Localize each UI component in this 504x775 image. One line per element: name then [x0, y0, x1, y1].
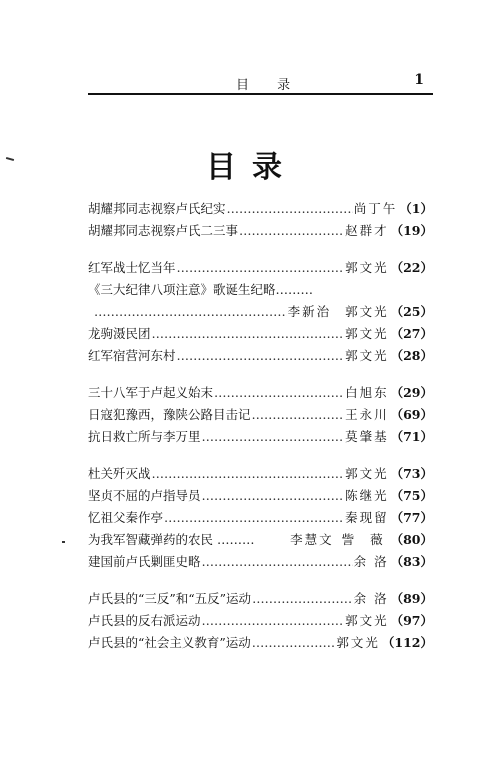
toc-entry — [88, 198, 433, 220]
toc-entry-title: 建国前卢氏剿匪史略 — [88, 554, 201, 569]
header-rule — [88, 93, 433, 95]
toc-entry-author: 莫肇基 — [345, 429, 389, 444]
toc-entry-title: 红军战士忆当年 — [88, 260, 176, 275]
toc-entry-title: 胡耀邦同志视察卢氏二三事 — [88, 223, 239, 238]
scan-artifact-margin — [62, 541, 65, 543]
toc-entry-author: 白旭东 — [345, 385, 389, 400]
toc-entry-page: （1） — [399, 201, 433, 216]
running-head — [88, 72, 428, 94]
leader-dots — [252, 588, 353, 610]
toc-entry-title: 为我军智藏弹药的农民 ……… — [88, 532, 255, 547]
toc-entry-author: 郭文光 — [345, 613, 389, 628]
toc-entry-author: 尚丁午 — [353, 201, 398, 216]
toc-entry-title: 卢氏县的反右派运动 — [88, 613, 201, 628]
toc-entry-author: 郭文光 — [345, 260, 389, 275]
toc-entry-author: 王永川 — [345, 407, 389, 422]
leader-dots — [152, 323, 345, 345]
leader-dots — [177, 345, 345, 367]
toc-entry-page: （28） — [390, 348, 433, 363]
toc-entry-page: （22） — [390, 260, 433, 275]
leader-dots — [202, 610, 345, 632]
toc-entry-page: （89） — [390, 591, 433, 606]
toc-entry-page: （83） — [390, 554, 433, 569]
toc-entry-author: 郭文光 — [345, 348, 389, 363]
toc-entry — [88, 551, 433, 573]
toc-entry-author: 李慧文 — [290, 532, 334, 547]
toc-entry — [88, 507, 433, 529]
toc-entry-continuation — [88, 301, 433, 323]
toc-entry-title: 红军宿营河东村 — [88, 348, 176, 363]
toc-entry-title: 卢氏县的“社会主义教育”运动 — [88, 635, 251, 650]
toc-entry-page: （71） — [390, 429, 433, 444]
toc-entry — [88, 632, 433, 654]
leader-dots — [202, 551, 353, 573]
toc-entry-page: （80） — [390, 532, 433, 547]
page-title: 目录 — [206, 150, 298, 185]
toc-entry-page: （27） — [390, 326, 433, 341]
toc-entry-page: （97） — [390, 613, 433, 628]
toc-entry — [88, 485, 433, 507]
toc-entry-author: 郭文光 — [345, 466, 389, 481]
toc-entry — [88, 404, 433, 426]
toc-group-3 — [88, 382, 433, 448]
toc-entry-author: 郭文光 — [345, 326, 389, 341]
toc-entry — [88, 323, 433, 345]
leader-dots — [252, 404, 345, 426]
toc-entry-title: 日寇犯豫西，豫陕公路目击记 — [88, 407, 251, 422]
toc-entry — [88, 529, 433, 551]
toc-entry-coauthor: 郭文光 — [345, 304, 389, 319]
toc-entry-author: 余 洛 — [353, 554, 389, 569]
toc-entry-author: 秦现留 — [345, 510, 389, 525]
toc-entry-page: （77） — [390, 510, 433, 525]
leader-dots — [177, 257, 345, 279]
toc-entry-title: 抗日救亡所与李万里 — [88, 429, 201, 444]
toc-entry-title: 忆祖父秦作亭 — [88, 510, 164, 525]
toc-group-5 — [88, 588, 433, 654]
toc-entry — [88, 220, 433, 242]
leader-dots — [202, 485, 345, 507]
toc-entry-title: 卢氏县的“三反”和“五反”运动 — [88, 591, 252, 606]
toc-entry-author: 余 洛 — [353, 591, 389, 606]
toc-entry-author: 郭文光 — [336, 635, 380, 650]
toc-entry-title: 杜关歼灭战 — [88, 466, 151, 481]
toc-entry — [88, 463, 433, 485]
leader-dots — [94, 301, 287, 323]
toc-group-4 — [88, 463, 433, 573]
toc-entry — [88, 257, 433, 279]
toc-entry-page: （112） — [381, 635, 433, 650]
toc-entry-author: 赵群才 — [345, 223, 389, 238]
toc-entry — [88, 382, 433, 404]
toc-entry-page: （69） — [390, 407, 433, 422]
running-head-page-number: 1 — [414, 72, 424, 88]
toc-group-2 — [88, 257, 433, 367]
leader-dots — [152, 463, 345, 485]
toc-entry — [88, 345, 433, 367]
running-head-title: 目 录 — [236, 78, 303, 93]
toc-entry-title: 坚贞不屈的卢指导员 — [88, 488, 201, 503]
toc-entry-page: （25） — [390, 304, 433, 319]
leader-dots — [164, 507, 344, 529]
toc-entry-coauthor: 訾 薇 — [341, 532, 389, 547]
toc-group-1 — [88, 198, 433, 242]
toc-entry-page: （75） — [390, 488, 433, 503]
toc-entry — [88, 426, 433, 448]
toc-entry-title: 龙驹滠民团 — [88, 326, 151, 341]
toc-entry — [88, 279, 433, 301]
leader-dots — [252, 632, 336, 654]
table-of-contents — [88, 198, 433, 669]
toc-entry-title: 三十八军于卢起义始末 — [88, 385, 214, 400]
toc-entry-title: 胡耀邦同志视察卢氏纪实 — [88, 201, 226, 216]
toc-entry-author: 李新治 — [287, 304, 332, 319]
leader-dots — [214, 382, 344, 404]
toc-entry-page: （19） — [390, 223, 433, 238]
toc-entry-author: 陈继光 — [345, 488, 389, 503]
toc-entry-page: （29） — [390, 385, 433, 400]
toc-entry-page: （73） — [390, 466, 433, 481]
toc-entry — [88, 588, 433, 610]
leader-dots — [239, 220, 344, 242]
toc-entry — [88, 610, 433, 632]
toc-entry-title: 《三大纪律八项注意》歌诞生纪略……… — [88, 282, 314, 297]
leader-dots — [227, 198, 353, 220]
leader-dots — [202, 426, 345, 448]
